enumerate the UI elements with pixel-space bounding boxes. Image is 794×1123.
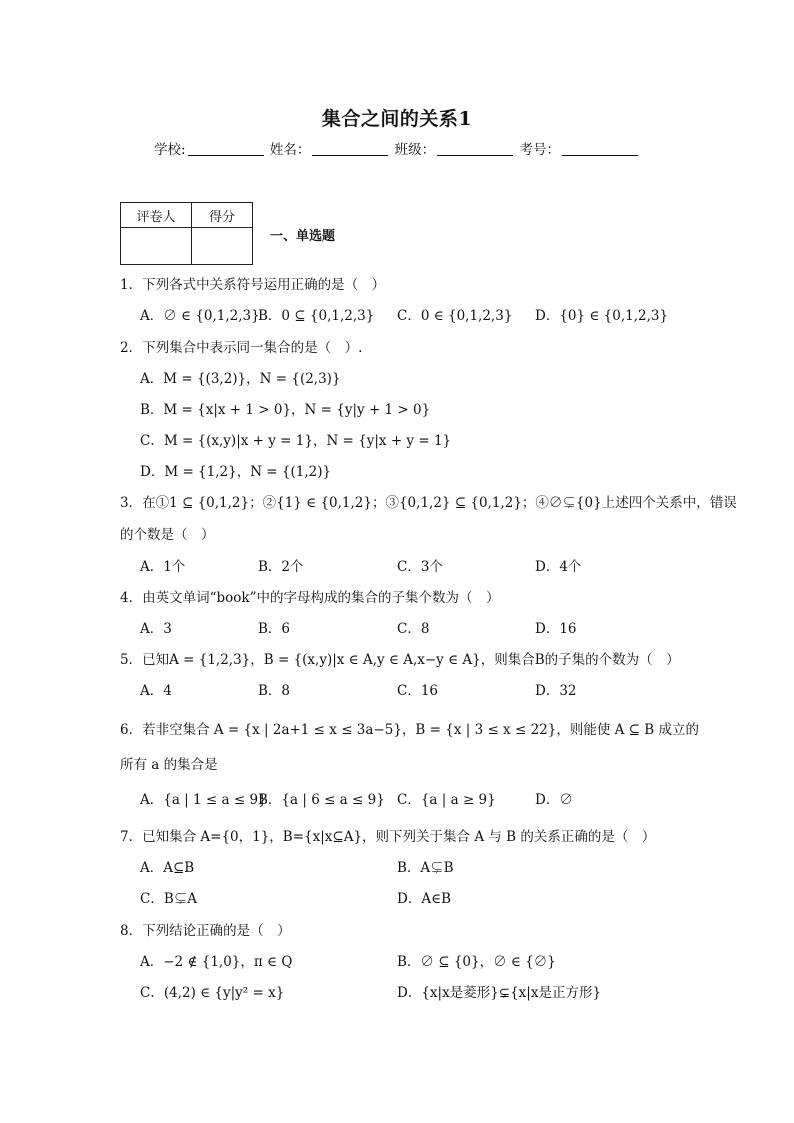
q3-stem-line2: 的个数是（ ） [120,527,215,543]
document-title: 集合之间的关系1 [321,108,473,130]
q6-option-c[interactable]: C．{a | a ≥ 9} [397,792,496,808]
q4-option-c[interactable]: C．8 [397,621,430,637]
q8-option-a[interactable]: A．−2 ∉ {1,0}，π ∈ Q [140,954,293,970]
q3-option-b[interactable]: B．2个 [258,559,304,575]
q8-option-c[interactable]: C．(4,2) ∈ {y|y² = x} [140,985,285,1001]
q5-option-a[interactable]: A．4 [140,683,172,699]
score-cell[interactable] [192,228,253,265]
q3-option-a[interactable]: A．1个 [140,559,186,575]
q4-stem: 4．由英文单词“book”中的字母构成的集合的子集个数为（ ） [120,590,500,606]
grader-header: 评卷人 [121,203,192,228]
q4-option-b[interactable]: B．6 [258,621,291,637]
score-table [120,202,253,265]
q5-stem: 5．已知A = {1,2,3}，B = {(x,y)|x ∈ A,y ∈ A,x−y ∈ A}，则集合B的子集的个数为（ ） [120,652,680,668]
school-field[interactable] [188,155,264,156]
q7-option-a[interactable]: A．A⊆B [140,860,195,876]
grader-cell[interactable] [121,228,192,265]
q5-option-b[interactable]: B．8 [258,683,291,699]
q5-option-c[interactable]: C．16 [397,683,439,699]
name-field[interactable] [312,155,388,156]
q8-option-d[interactable]: D．{x|x是菱形}⊊{x|x是正方形} [397,985,602,1001]
q5-option-d[interactable]: D．32 [535,683,577,699]
number-label: 考号： [519,142,560,158]
q7-option-c[interactable]: C．B⊊A [140,891,197,907]
q1-option-d[interactable]: D．{0} ∈ {0,1,2,3} [535,308,669,324]
q6-stem-line2: 所有 a 的集合是 [120,757,218,773]
q2-stem: 2．下列集合中表示同一集合的是（ ）. [120,340,363,356]
q8-stem: 8．下列结论正确的是（ ） [120,923,291,939]
q7-stem: 7．已知集合 A={0，1}，B={x|x⊆A}，则下列关于集合 A 与 B 的关系正确的是（ ） [120,829,656,845]
q1-stem: 1．下列各式中关系符号运用正确的是（ ） [120,277,386,293]
q2-option-c[interactable]: C．M = {(x,y)|x + y = 1}，N = {y|x + y = 1} [140,433,452,449]
q2-option-d[interactable]: D．M = {1,2}，N = {(1,2)} [140,464,332,480]
q1-option-c[interactable]: C．0 ∈ {0,1,2,3} [397,308,513,324]
q3-stem-line1: 3．在①1 ⊆ {0,1,2}；②{1} ∈ {0,1,2}；③{0,1,2} ⊆ {0,1,2}；④∅⊊{0}上述四个关系中，错误 [120,495,737,511]
number-field[interactable] [562,155,638,156]
q2-option-a[interactable]: A．M = {(3,2)}，N = {(2,3)} [140,371,341,387]
class-label: 班级： [394,142,436,158]
q1-option-b[interactable]: B．0 ⊆ {0,1,2,3} [258,308,375,324]
q6-option-a[interactable]: A．{a | 1 ≤ a ≤ 9} [140,792,267,808]
student-info-line [0,138,794,158]
q7-option-d[interactable]: D．A∈B [397,891,451,907]
q4-option-a[interactable]: A．3 [140,621,172,637]
name-label: 姓名： [269,142,311,158]
q6-stem-line1: 6．若非空集合 A = {x | 2a+1 ≤ x ≤ 3a−5}，B = {x | 3 ≤ x ≤ 22}，则能使 A ⊆ B 成立的 [120,722,699,738]
section-heading: 一、单选题 [270,229,336,244]
school-label: 学校: [154,142,186,158]
q6-option-b[interactable]: B．{a | 6 ≤ a ≤ 9} [258,792,385,808]
q6-option-d[interactable]: D．∅ [535,792,573,808]
q8-option-b[interactable]: B．∅ ⊆ {0}，∅ ∈ {∅} [397,954,556,970]
q4-option-d[interactable]: D．16 [535,621,577,637]
q7-option-b[interactable]: B．A⊊B [397,860,454,876]
class-field[interactable] [437,155,513,156]
q1-option-a[interactable]: A．∅ ∈ {0,1,2,3} [140,308,260,324]
score-header: 得分 [192,203,253,228]
q3-option-d[interactable]: D．4个 [535,559,582,575]
q2-option-b[interactable]: B．M = {x|x + 1 > 0}，N = {y|y + 1 > 0} [140,402,431,418]
q3-option-c[interactable]: C．3个 [397,559,443,575]
